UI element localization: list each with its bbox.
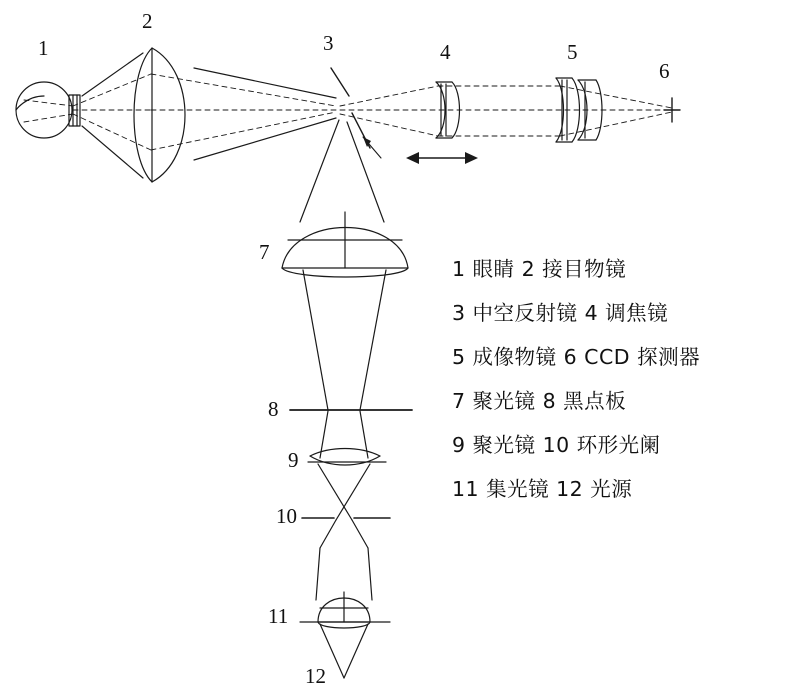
ccd-detector	[664, 98, 680, 122]
eye-element	[16, 82, 80, 138]
illumination-beam-8-9	[320, 411, 368, 458]
collector-lens-11	[300, 592, 390, 628]
callout-9: 9	[288, 448, 299, 472]
legend-row: 1 眼睛 2 接目物镜	[452, 257, 627, 281]
illumination-beam-7-8	[303, 270, 386, 410]
legend-row: 3 中空反射镜 4 调焦镜	[452, 301, 669, 325]
illumination-beam-upper	[300, 120, 384, 222]
callout-11: 11	[268, 604, 289, 628]
focus-translation-arrow	[406, 152, 478, 164]
callout-5: 5	[567, 40, 578, 64]
eyepiece-objective-lens	[82, 48, 336, 182]
callout-8: 8	[268, 397, 279, 421]
callout-1: 1	[38, 36, 49, 60]
callout-12: 12	[305, 664, 326, 688]
illumination-beam-9-10	[318, 464, 370, 548]
legend-row: 9 聚光镜 10 环形光阑	[452, 433, 661, 457]
light-source-12	[320, 624, 368, 678]
legend-row: 11 集光镜 12 光源	[452, 477, 633, 501]
callout-7: 7	[259, 240, 270, 264]
callout-4: 4	[440, 40, 451, 64]
hollow-mirror	[331, 68, 381, 158]
ray-bundle-detector-side	[340, 86, 672, 136]
callout-6: 6	[659, 59, 670, 83]
callout-3: 3	[323, 31, 334, 55]
legend-row: 7 聚光镜 8 黑点板	[452, 389, 627, 413]
callout-10: 10	[276, 504, 297, 528]
callout-2: 2	[142, 9, 153, 33]
legend-row: 5 成像物镜 6 CCD 探测器	[452, 345, 701, 369]
legend	[452, 252, 788, 516]
condenser-lens-7	[282, 212, 408, 277]
